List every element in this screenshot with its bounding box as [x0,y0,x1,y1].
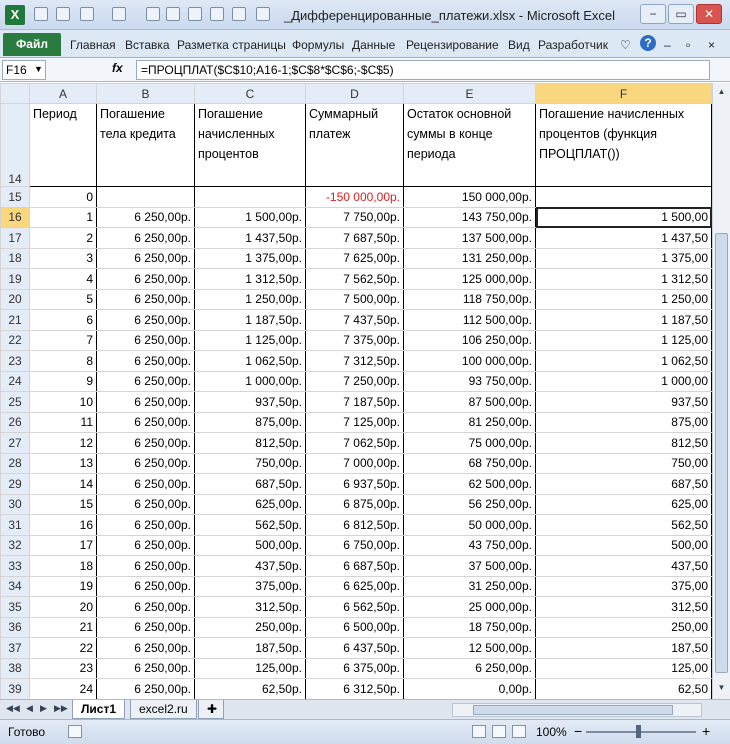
cell-principal[interactable]: 6 250,00р. [97,658,195,679]
name-box[interactable]: F16 [2,60,46,80]
cell-principal[interactable]: 6 250,00р. [97,433,195,454]
cell-ipmt[interactable]: 1 062,50 [536,351,712,372]
cell-total-payment[interactable]: 6 625,00р. [306,576,404,597]
cell-interest[interactable]: 187,50р. [195,638,306,659]
header-balance[interactable]: Остаток основной суммы в конце периода [404,104,536,187]
table-row [1,412,712,433]
cell-balance[interactable]: 12 500,00р. [404,638,536,659]
scroll-up-icon[interactable]: ▲ [717,87,726,96]
name-box-dropdown-icon[interactable]: ▼ [34,64,43,74]
table-row [1,289,712,310]
cell-period[interactable]: 13 [30,453,97,474]
cell-period[interactable]: 19 [30,576,97,597]
cell-period[interactable]: 7 [30,330,97,351]
cell-balance[interactable]: 106 250,00р. [404,330,536,351]
tab-review[interactable]: Рецензирование [406,38,499,52]
cell-total-payment[interactable]: 6 750,00р. [306,535,404,556]
table-row [1,187,712,208]
horizontal-scrollbar[interactable] [452,703,702,717]
cell-interest[interactable]: 1 500,00р. [195,207,306,228]
tab-page-layout[interactable]: Разметка страницы [177,38,286,52]
header-interest[interactable]: Погашение начисленных процентов [195,104,306,187]
cell-principal[interactable]: 6 250,00р. [97,576,195,597]
cell-total-payment[interactable]: 7 750,00р. [306,207,404,228]
cell-interest[interactable]: 1 062,50р. [195,351,306,372]
row-header[interactable]: 24 [1,371,30,392]
customize-qat-icon[interactable] [256,7,270,21]
table-row [1,453,712,474]
cell-period[interactable]: 17 [30,535,97,556]
macro-record-icon[interactable] [68,725,82,738]
sheet-table [0,83,712,699]
table-row [1,351,712,372]
cell-interest[interactable]: 1 125,00р. [195,330,306,351]
cell-total-payment[interactable]: 6 312,50р. [306,679,404,700]
table-row [1,228,712,249]
window-title: _Дифференцированные_платежи.xlsx - Microsoft Excel [284,8,615,23]
cell-principal[interactable]: 6 250,00р. [97,474,195,495]
row-header[interactable]: 26 [1,412,30,433]
table-row [1,207,712,228]
cell-balance[interactable]: 125 000,00р. [404,269,536,290]
cell-total-payment[interactable]: 7 437,50р. [306,310,404,331]
cell-principal[interactable]: 6 250,00р. [97,351,195,372]
cell-principal[interactable]: 6 250,00р. [97,330,195,351]
row-header[interactable]: 29 [1,474,30,495]
cell-period[interactable]: 6 [30,310,97,331]
cell-interest[interactable]: 1 437,50р. [195,228,306,249]
cell-ipmt[interactable]: 875,00 [536,412,712,433]
spreadsheet-grid[interactable] [0,83,712,699]
cell-interest[interactable]: 937,50р. [195,392,306,413]
row-header[interactable]: 36 [1,617,30,638]
cell-ipmt[interactable]: 375,00 [536,576,712,597]
cell-interest[interactable]: 125,00р. [195,658,306,679]
row-header[interactable]: 21 [1,310,30,331]
header-period[interactable]: Период [30,104,97,187]
ribbon-restore-icon[interactable]: ▫ [686,38,691,52]
save-as-icon[interactable] [56,7,70,21]
cell-principal[interactable]: 6 250,00р. [97,494,195,515]
cell-period[interactable]: 14 [30,474,97,495]
row-header[interactable]: 15 [1,187,30,208]
column-header-e[interactable]: E [404,84,536,104]
table-row [1,330,712,351]
table-row [1,433,712,454]
help-icon[interactable]: ? [640,35,656,51]
cell-balance[interactable]: 68 750,00р. [404,453,536,474]
ribbon-close-icon[interactable]: × [708,38,716,52]
cell-balance[interactable]: 75 000,00р. [404,433,536,454]
cell-period[interactable]: 24 [30,679,97,700]
column-header-d[interactable]: D [306,84,404,104]
tab-insert[interactable]: Вставка [125,38,170,52]
table-row [1,638,712,659]
row-header[interactable]: 23 [1,351,30,372]
cell-total-payment[interactable]: 7 250,00р. [306,371,404,392]
last-sheet-icon[interactable]: ▶▶ [54,703,68,713]
row-header[interactable]: 38 [1,658,30,679]
status-bar [0,719,730,744]
first-sheet-icon[interactable]: ◀◀ [6,703,20,713]
cell-balance[interactable]: 87 500,00р. [404,392,536,413]
cell-balance[interactable]: 137 500,00р. [404,228,536,249]
cell-ipmt[interactable]: 625,00 [536,494,712,515]
table-row [1,535,712,556]
row-header[interactable]: 16 [1,207,30,228]
scroll-down-icon[interactable]: ▼ [717,683,726,692]
row-header[interactable]: 32 [1,535,30,556]
table-row [1,371,712,392]
page-break-view-icon[interactable] [512,725,526,738]
row-header[interactable]: 35 [1,597,30,618]
tab-data[interactable]: Данные [352,38,396,52]
cell-interest[interactable]: 875,00р. [195,412,306,433]
cell-interest[interactable]: 375,00р. [195,576,306,597]
sheet-tab-list1[interactable]: Лист1 [72,700,125,719]
row-header[interactable]: 22 [1,330,30,351]
zoom-slider[interactable] [586,731,696,733]
minimize-ribbon-icon[interactable]: ♡ [620,38,631,52]
cell-principal[interactable]: 6 250,00р. [97,269,195,290]
row-header[interactable]: 30 [1,494,30,515]
cell-total-payment[interactable]: 7 187,50р. [306,392,404,413]
column-header-a[interactable]: A [30,84,97,104]
cell-interest[interactable]: 812,50р. [195,433,306,454]
cell-ipmt[interactable]: 1 250,00 [536,289,712,310]
table-row [1,248,712,269]
cell-balance[interactable]: 0,00р. [404,679,536,700]
table-row [1,494,712,515]
cell-period[interactable]: 11 [30,412,97,433]
cell-interest[interactable]: 1 187,50р. [195,310,306,331]
cell-period[interactable]: 15 [30,494,97,515]
cell-total-payment[interactable]: 6 500,00р. [306,617,404,638]
table-header-row [1,104,712,187]
cell-total-payment[interactable]: 7 062,50р. [306,433,404,454]
sheet-tabs-bar [0,699,730,719]
table-row [1,576,712,597]
cell-principal[interactable]: 6 250,00р. [97,453,195,474]
cell-total-payment[interactable]: 6 562,50р. [306,597,404,618]
table-row [1,597,712,618]
cell-balance[interactable]: 143 750,00р. [404,207,536,228]
cell-ipmt[interactable]: 1 437,50 [536,228,712,249]
cell-ipmt[interactable] [536,187,712,208]
cell-principal[interactable]: 6 250,00р. [97,679,195,700]
cell-total-payment[interactable]: -150 000,00р. [306,187,404,208]
table-row [1,556,712,577]
cell-principal[interactable]: 6 250,00р. [97,207,195,228]
zoom-slider-thumb[interactable] [636,725,641,738]
forward-icon[interactable] [232,7,246,21]
cell-principal[interactable]: 6 250,00р. [97,638,195,659]
row-header[interactable]: 34 [1,576,30,597]
normal-view-icon[interactable] [472,725,486,738]
tab-developer[interactable]: Разработчик [538,38,608,52]
row-header[interactable]: 31 [1,515,30,536]
cell-ipmt[interactable]: 125,00 [536,658,712,679]
cell-ipmt[interactable]: 687,50 [536,474,712,495]
cell-interest[interactable]: 625,00р. [195,494,306,515]
cell-total-payment[interactable]: 6 875,00р. [306,494,404,515]
insert-sheet-icon[interactable]: ✚ [198,700,224,719]
cell-balance[interactable]: 100 000,00р. [404,351,536,372]
cell-principal[interactable]: 6 250,00р. [97,597,195,618]
cell-principal[interactable] [97,187,195,208]
redo-icon[interactable] [112,7,126,21]
cell-ipmt[interactable]: 562,50 [536,515,712,536]
cell-principal[interactable]: 6 250,00р. [97,617,195,638]
cell-ipmt[interactable]: 750,00 [536,453,712,474]
row-header[interactable]: 27 [1,433,30,454]
cell-ipmt[interactable]: 62,50 [536,679,712,700]
row-header[interactable]: 33 [1,556,30,577]
cell-total-payment[interactable]: 7 687,50р. [306,228,404,249]
cell-principal[interactable]: 6 250,00р. [97,515,195,536]
table-row [1,392,712,413]
header-principal[interactable]: Погашение тела кредита [97,104,195,187]
cell-interest[interactable]: 250,00р. [195,617,306,638]
cell-period[interactable]: 10 [30,392,97,413]
row-header[interactable]: 19 [1,269,30,290]
cell-balance[interactable]: 25 000,00р. [404,597,536,618]
cell-interest[interactable]: 1 375,00р. [195,248,306,269]
cell-ipmt[interactable]: 187,50 [536,638,712,659]
cell-ipmt[interactable]: 812,50 [536,433,712,454]
cell-interest[interactable]: 62,50р. [195,679,306,700]
cell-interest[interactable]: 1 250,00р. [195,289,306,310]
cell-principal[interactable]: 6 250,00р. [97,371,195,392]
cell-period[interactable]: 8 [30,351,97,372]
cell-principal[interactable]: 6 250,00р. [97,556,195,577]
cell-total-payment[interactable]: 7 125,00р. [306,412,404,433]
ribbon-tabs [0,30,730,58]
cell-principal[interactable]: 6 250,00р. [97,535,195,556]
zoom-out-icon[interactable]: − [574,723,583,739]
undo-icon[interactable] [80,7,94,21]
cell-period[interactable]: 18 [30,556,97,577]
cell-period[interactable]: 23 [30,658,97,679]
row-header[interactable]: 18 [1,248,30,269]
cell-balance[interactable]: 43 750,00р. [404,535,536,556]
cell-period[interactable]: 2 [30,228,97,249]
cell-interest[interactable]: 500,00р. [195,535,306,556]
cell-ipmt[interactable]: 1 312,50 [536,269,712,290]
table-row [1,658,712,679]
cell-ipmt[interactable]: 1 187,50 [536,310,712,331]
table-row [1,310,712,331]
cell-balance[interactable]: 31 250,00р. [404,576,536,597]
print-preview-icon[interactable] [188,7,202,21]
cell-balance[interactable]: 37 500,00р. [404,556,536,577]
cell-interest[interactable]: 1 312,50р. [195,269,306,290]
cell-ipmt[interactable]: 1 000,00 [536,371,712,392]
cell-balance[interactable]: 18 750,00р. [404,617,536,638]
cell-balance[interactable]: 93 750,00р. [404,371,536,392]
print-icon[interactable] [166,7,180,21]
zoom-level[interactable]: 100% [536,725,567,739]
table-row [1,679,712,700]
table-row [1,617,712,638]
cell-balance[interactable]: 81 250,00р. [404,412,536,433]
cell-interest[interactable]: 312,50р. [195,597,306,618]
select-all-corner[interactable] [1,84,30,104]
cell-principal[interactable]: 6 250,00р. [97,289,195,310]
cell-total-payment[interactable]: 7 375,00р. [306,330,404,351]
title-bar [0,0,730,30]
cell-balance[interactable]: 118 750,00р. [404,289,536,310]
cell-period[interactable]: 9 [30,371,97,392]
cell-principal[interactable]: 6 250,00р. [97,392,195,413]
row-header[interactable]: 25 [1,392,30,413]
cell-ipmt[interactable]: 1 125,00 [536,330,712,351]
page-layout-view-icon[interactable] [492,725,506,738]
tab-view[interactable]: Вид [508,38,530,52]
row-header[interactable]: 17 [1,228,30,249]
formula-bar [0,58,730,82]
cell-balance[interactable]: 131 250,00р. [404,248,536,269]
column-header-b[interactable]: B [97,84,195,104]
cell-total-payment[interactable]: 7 000,00р. [306,453,404,474]
cell-total-payment[interactable]: 6 375,00р. [306,658,404,679]
cell-ipmt[interactable]: 937,50 [536,392,712,413]
cell-interest[interactable]: 437,50р. [195,556,306,577]
restore-button[interactable]: ▭ [668,4,694,24]
copy-icon[interactable] [146,7,160,21]
insert-function-icon[interactable]: fx [112,61,123,75]
cell-total-payment[interactable]: 7 562,50р. [306,269,404,290]
cell-ipmt[interactable]: 312,50 [536,597,712,618]
column-header-row [1,84,712,104]
cell-period[interactable]: 1 [30,207,97,228]
tab-formulas[interactable]: Формулы [292,38,345,52]
cell-total-payment[interactable]: 6 812,50р. [306,515,404,536]
cell-total-payment[interactable]: 6 687,50р. [306,556,404,577]
cell-total-payment[interactable]: 7 312,50р. [306,351,404,372]
tab-home[interactable]: Главная [70,38,116,52]
cell-period[interactable]: 5 [30,289,97,310]
cell-ipmt[interactable]: 1 500,00 [536,207,712,228]
horizontal-scroll-thumb[interactable] [473,705,673,715]
cell-period[interactable]: 4 [30,269,97,290]
cell-ipmt[interactable]: 437,50 [536,556,712,577]
cell-balance[interactable]: 150 000,00р. [404,187,536,208]
row-header[interactable]: 37 [1,638,30,659]
column-header-c[interactable]: C [195,84,306,104]
cell-ipmt[interactable]: 500,00 [536,535,712,556]
cell-balance[interactable]: 56 250,00р. [404,494,536,515]
header-ipmt[interactable]: Погашение начисленных процентов (функция ПРОЦПЛАТ()) [536,104,712,187]
cell-ipmt[interactable]: 1 375,00 [536,248,712,269]
cell-principal[interactable]: 6 250,00р. [97,310,195,331]
cell-interest[interactable]: 687,50р. [195,474,306,495]
minimize-button[interactable]: − [640,4,666,24]
ribbon-minimize-icon[interactable]: – [664,38,671,52]
tab-file[interactable]: Файл [3,33,61,56]
table-row [1,515,712,536]
cell-total-payment[interactable]: 6 437,50р. [306,638,404,659]
save-icon[interactable] [34,7,48,21]
cell-total-payment[interactable]: 6 937,50р. [306,474,404,495]
zoom-in-icon[interactable]: + [702,723,711,739]
cell-period[interactable]: 12 [30,433,97,454]
column-header-f[interactable]: F [536,84,712,104]
cell-ipmt[interactable]: 250,00 [536,617,712,638]
cell-balance[interactable]: 62 500,00р. [404,474,536,495]
cell-period[interactable]: 22 [30,638,97,659]
vertical-scrollbar[interactable] [712,83,730,699]
table-row [1,474,712,495]
vertical-scroll-thumb[interactable] [715,233,728,673]
excel-icon[interactable]: X [5,5,25,25]
row-header[interactable]: 20 [1,289,30,310]
cell-interest[interactable] [195,187,306,208]
cell-period[interactable]: 21 [30,617,97,638]
cell-interest[interactable]: 750,00р. [195,453,306,474]
cell-period[interactable]: 0 [30,187,97,208]
cell-total-payment[interactable]: 7 500,00р. [306,289,404,310]
next-sheet-icon[interactable]: ▶ [40,703,47,713]
formula-input[interactable]: =ПРОЦПЛАТ($C$10;A16-1;$C$8*$C$6;-$C$5) [136,60,710,80]
status-ready: Готово [8,725,46,739]
cell-balance[interactable]: 112 500,00р. [404,310,536,331]
cell-total-payment[interactable]: 7 625,00р. [306,248,404,269]
cell-period[interactable]: 16 [30,515,97,536]
cell-period[interactable]: 20 [30,597,97,618]
cell-balance[interactable]: 6 250,00р. [404,658,536,679]
row-header[interactable]: 28 [1,453,30,474]
table-row [1,269,712,290]
prev-sheet-icon[interactable]: ◀ [26,703,33,713]
cell-principal[interactable]: 6 250,00р. [97,412,195,433]
cell-period[interactable]: 3 [30,248,97,269]
cell-principal[interactable]: 6 250,00р. [97,248,195,269]
sheet-tab-excel2[interactable]: excel2.ru [130,700,197,719]
row-header[interactable]: 39 [1,679,30,700]
header-total-payment[interactable]: Суммарный платеж [306,104,404,187]
back-icon[interactable] [210,7,224,21]
cell-balance[interactable]: 50 000,00р. [404,515,536,536]
row-header[interactable]: 14 [1,104,30,187]
cell-principal[interactable]: 6 250,00р. [97,228,195,249]
close-button[interactable]: ✕ [696,4,722,24]
cell-interest[interactable]: 562,50р. [195,515,306,536]
cell-interest[interactable]: 1 000,00р. [195,371,306,392]
